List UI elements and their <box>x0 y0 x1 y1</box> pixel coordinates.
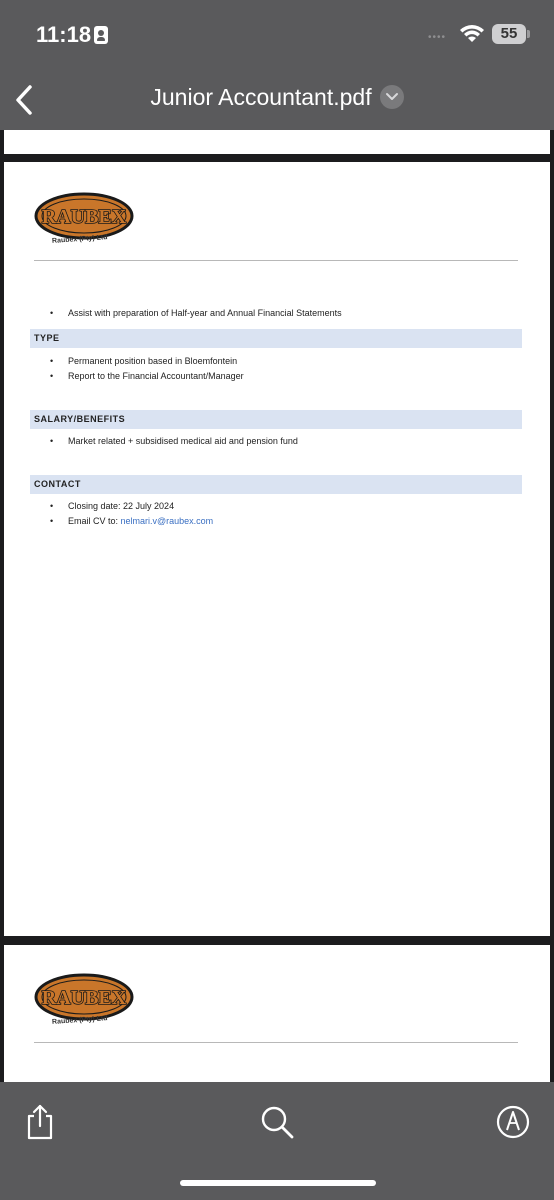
battery-icon: 55 <box>492 24 526 44</box>
list-item: • Permanent position based in Bloemfontein <box>50 356 238 366</box>
section-heading-type: TYPE <box>30 329 522 348</box>
pdf-page <box>4 162 550 936</box>
nav-bar <box>0 70 554 130</box>
header-divider <box>34 1042 518 1043</box>
svg-text:RAUBEX: RAUBEX <box>41 987 127 1009</box>
markup-pen-icon[interactable] <box>493 1102 533 1142</box>
list-item: • Market related + subsidised medical aid and pension fund <box>50 436 298 446</box>
contact-card-icon <box>94 26 108 44</box>
raubex-logo-mark <box>34 973 134 1023</box>
list-item: • Closing date: 22 July 2024 <box>50 501 175 511</box>
header-divider <box>34 260 518 261</box>
pdf-page-previous <box>4 130 550 154</box>
pdf-viewer[interactable] <box>0 130 554 1082</box>
cellular-signal-icon: •••• <box>428 32 447 43</box>
search-icon[interactable] <box>257 1102 297 1142</box>
list-item: • Report to the Financial Accountant/Manager <box>50 371 244 381</box>
document-title-button[interactable] <box>0 84 554 111</box>
share-icon[interactable] <box>20 1102 60 1142</box>
raubex-logo <box>34 973 134 1033</box>
document-title: Junior Accountant.pdf <box>150 84 372 110</box>
svg-text:RAUBEX: RAUBEX <box>41 206 127 228</box>
status-time: 11:18 <box>36 22 92 47</box>
raubex-logo <box>34 192 134 252</box>
raubex-logo-mark <box>34 192 134 242</box>
logo-subtitle: Raubex (Pty) Ltd <box>51 1015 108 1026</box>
section-heading-salary: SALARY/BENEFITS <box>30 410 522 429</box>
home-indicator <box>180 1180 376 1186</box>
status-bar <box>0 0 554 70</box>
pdf-page-next <box>4 945 550 1082</box>
list-item: • Assist with preparation of Half-year and Annual Financial Statements <box>50 308 342 318</box>
wifi-icon <box>458 24 486 44</box>
email-link[interactable]: nelmari.v@raubex.com <box>120 516 214 526</box>
section-heading-contact: CONTACT <box>30 475 522 494</box>
battery-nub <box>527 30 530 38</box>
logo-subtitle: Raubex (Pty) Ltd <box>51 234 108 245</box>
chevron-down-icon <box>380 85 404 109</box>
list-item: • Email CV to: nelmari.v@raubex.com <box>50 516 214 526</box>
